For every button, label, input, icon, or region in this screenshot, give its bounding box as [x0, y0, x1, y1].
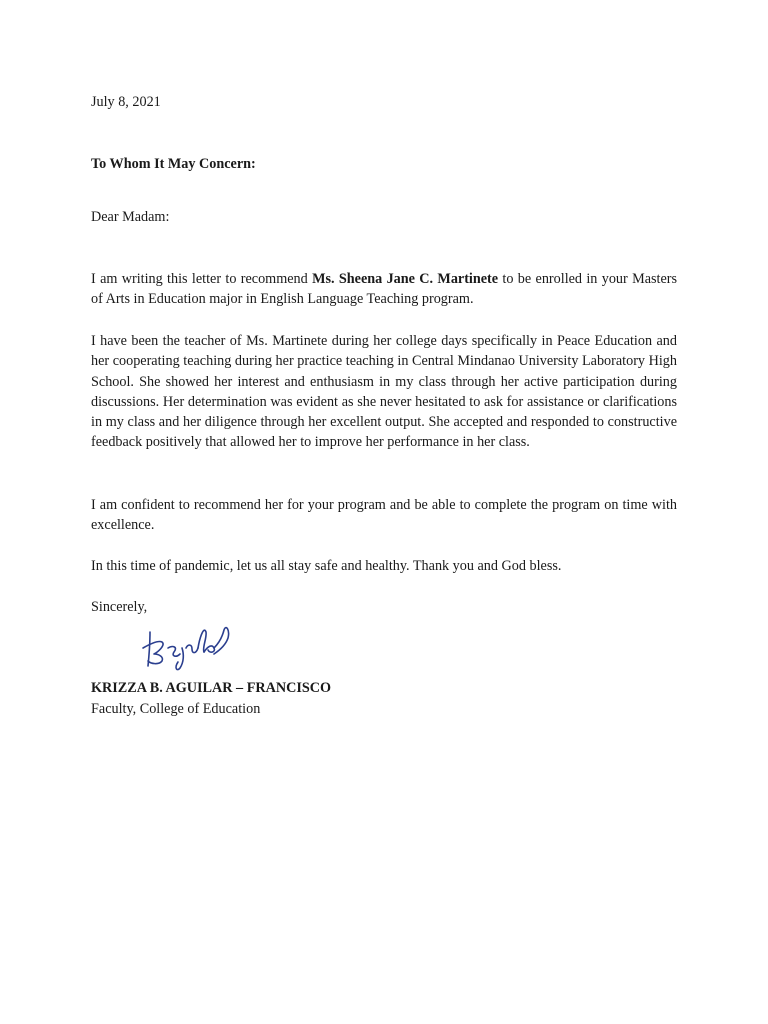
intro-paragraph — [91, 269, 677, 310]
recommended-name: Ms. Sheena Jane C. Martinete — [312, 271, 499, 287]
signer-title: Faculty, College of Education — [91, 701, 261, 717]
letter-salutation: Dear Madam: — [91, 209, 170, 225]
intro-text-before: I am writing this letter to recommend — [91, 271, 313, 287]
intro-text-after: to be enrolled in your Masters of Arts in Education major in English Language Teaching program. — [91, 271, 678, 308]
body-paragraph-pandemic: In this time of pandemic, let us all stay safe and healthy. Thank you and God bless. — [91, 558, 562, 574]
signer-name: KRIZZA B. AGUILAR – FRANCISCO — [91, 680, 332, 696]
body-paragraph-confidence: I am confident to recommend her for your program and be able to complete the program on time with excellence. — [91, 497, 677, 534]
letter-closing: Sincerely, — [91, 599, 148, 615]
letter-addressee: To Whom It May Concern: — [91, 156, 256, 172]
letter-date: July 8, 2021 — [91, 94, 161, 110]
handwritten-signature — [140, 614, 232, 674]
body-paragraph-teacher: I have been the teacher of Ms. Martinete during her college days specifically in Peace Education and her cooperating teaching during her practice teaching in Central Mindanao University Laboratory High School. She showed her interest and enthusiasm in my class through her active participation during discussions. Her determination was evident as she never hesitated to ask for assistance or clarifications in my class and her diligence through her excellent output. She accepted and responded to constructive feedback positively that allowed her to improve her performance in her class. — [91, 333, 677, 451]
